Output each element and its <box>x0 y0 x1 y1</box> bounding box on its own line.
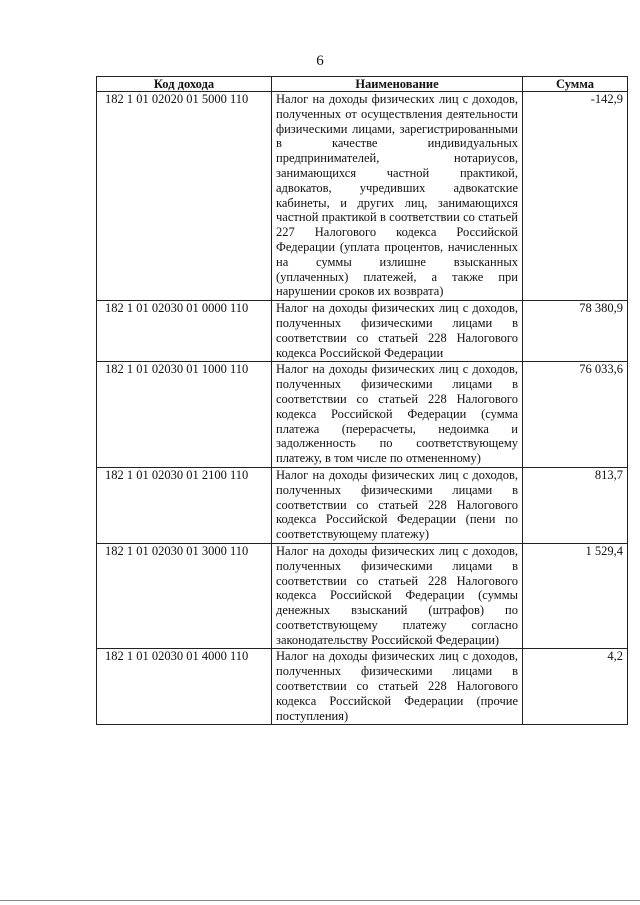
income-amount-cell: 1 529,4 <box>523 543 628 649</box>
income-code-cell: 182 1 01 02030 01 3000 110 <box>97 543 272 649</box>
page-number: 6 <box>316 53 324 69</box>
income-name-cell: Налог на доходы физических лиц с доходов, полученных физическими лицами в соответствии со статьей 228 Налогового кодекса Российской Федерации <box>272 301 523 362</box>
table-row <box>97 362 628 468</box>
income-name-cell: Налог на доходы физических лиц с доходов, полученных физическими лицами в соответствии со статьей 228 Налогового кодекса Российской Федерации (сумма платежа (перерасчеты, недоимка и задолженность по соответствующему платежу, в том числе по отмененному) <box>272 362 523 468</box>
table-row <box>97 92 628 301</box>
header-code: Код дохода <box>97 77 272 92</box>
income-code-cell: 182 1 01 02030 01 4000 110 <box>97 649 272 725</box>
income-code-cell: 182 1 01 02030 01 1000 110 <box>97 362 272 468</box>
income-code-cell: 182 1 01 02030 01 2100 110 <box>97 467 272 543</box>
income-name-cell: Налог на доходы физических лиц с доходов, полученных физическими лицами в соответствии со статьей 228 Налогового кодекса Российской Федерации (суммы денежных взысканий (штрафов) по соответствующему платежу согласно законодательству Российской Федерации) <box>272 543 523 649</box>
income-name-cell: Налог на доходы физических лиц с доходов, полученных физическими лицами в соответствии со статьей 228 Налогового кодекса Российской Федерации (прочие поступления) <box>272 649 523 725</box>
income-name-cell: Налог на доходы физических лиц с доходов, полученных от осуществления деятельности физическими лицами, зарегистрированными в качестве индивидуальных предпринимателей, нотариусов, занимающихся частной практикой, адвокатов, учредивших адвокатские кабинеты, и других лиц, занимающихся частной практикой в соответствии со статьей 227 Налогового кодекса Российской Федерации (уплата процентов, начисленных на суммы излишне взысканных (уплаченных) платежей, а также при нарушении сроков их возврата) <box>272 92 523 301</box>
table-row <box>97 649 628 725</box>
page-bottom-divider <box>0 900 640 901</box>
table-row <box>97 543 628 649</box>
income-amount-cell: 76 033,6 <box>523 362 628 468</box>
income-code-cell: 182 1 01 02030 01 0000 110 <box>97 301 272 362</box>
income-amount-cell: 78 380,9 <box>523 301 628 362</box>
table-row <box>97 301 628 362</box>
income-name-cell: Налог на доходы физических лиц с доходов, полученных физическими лицами в соответствии со статьей 228 Налогового кодекса Российской Федерации (пени по соответствующему платежу) <box>272 467 523 543</box>
income-amount-cell: 813,7 <box>523 467 628 543</box>
header-amount: Сумма <box>523 77 628 92</box>
income-code-cell: 182 1 01 02020 01 5000 110 <box>97 92 272 301</box>
table-header-row <box>97 77 628 92</box>
income-amount-cell: 4,2 <box>523 649 628 725</box>
income-amount-cell: -142,9 <box>523 92 628 301</box>
header-name: Наименование <box>272 77 523 92</box>
income-table <box>96 76 628 725</box>
table-row <box>97 467 628 543</box>
